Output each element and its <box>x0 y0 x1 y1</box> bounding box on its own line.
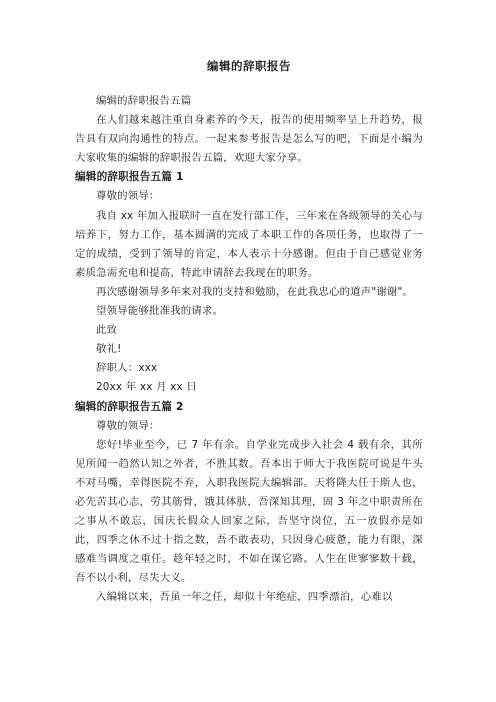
body-paragraph: 您好!毕业至今，已 7 年有余。自学业完成步入社会 4 载有余，其所见所闻一趋然认知之外者，不胜其数。吾本出于师大于我医院可说是牛头不对马嘴，幸得医院不弃，入职我医院大编辑部。天将降大任于斯人也，必先苦其心志，劳其筋骨，饿其体肤，吾深知其理，固 3 年之中职责所在之事从不敢忘，国庆长假众人回家之际，吾坚守岗位，五一放假亦是如此，四季之休不过十指之数，吾不敢表功，只因身心疲惫，能力有限，深感难当调度之重任。趁年轻之时，不如在谋它路。人生在世寥寥数十载，吾不以小利，尽失大义。 <box>75 438 423 585</box>
salutation: 尊敬的领导： <box>96 419 160 432</box>
intro-paragraph: 在人们越来越注重自身素养的今天，报告的使用频率呈上升趋势，报告具有双向沟通性的特点。一起来参考报告是怎么写的吧，下面是小编为大家收集的编辑的辞职报告五篇，欢迎大家分享。 <box>75 114 423 165</box>
body-paragraph: 望领导能够批准我的请求。 <box>96 305 224 318</box>
body-paragraph: 入编辑以来，吾虽一年之任，却似十年绝症，四季漂泊，心难以 <box>96 591 393 604</box>
closing-line: 此致 <box>96 324 118 337</box>
signature-line: 辞职人：xxx <box>96 362 158 375</box>
closing-line: 敬礼! <box>96 343 122 356</box>
document-page <box>75 58 423 608</box>
body-paragraph: 再次感谢领导多年来对我的支持和勉励，在此我忠心的道声"谢谢"。 <box>96 285 414 298</box>
section-1 <box>75 168 423 397</box>
section-2 <box>75 398 423 608</box>
section-heading: 编辑的辞职报告五篇 1 <box>75 171 184 184</box>
document-title: 编辑的辞职报告 <box>207 59 291 73</box>
section-heading: 编辑的辞职报告五篇 2 <box>75 400 184 413</box>
salutation: 尊敬的领导： <box>96 190 160 203</box>
intro-subtitle: 编辑的辞职报告五篇 <box>96 95 192 107</box>
body-paragraph: 我自 xx 年加入报联时一直在发行部工作，三年来在各级领导的关心与培养下，努力工作，基本圆满的完成了本职工作的各项任务，也取得了一定的成绩，受到了领导的肯定，本人表示十分感谢。但由于自己感觉业务素质急需充电和提高，特此申请辞去我现在的职务。 <box>75 209 423 279</box>
date-line: 20xx 年 xx 月 xx 日 <box>96 381 198 394</box>
